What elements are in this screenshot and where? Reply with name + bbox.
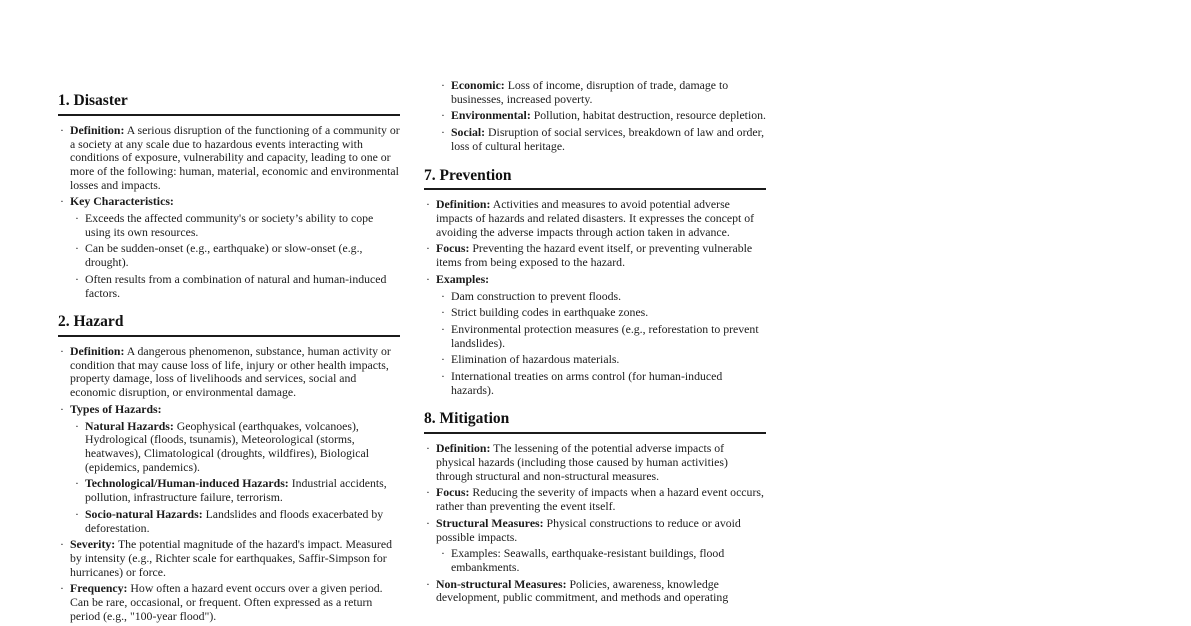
item-text: Disruption of social services, breakdown of law and order, loss of cultural heritage. bbox=[451, 125, 765, 153]
section-rule bbox=[424, 188, 766, 190]
document-section bbox=[424, 410, 766, 605]
list-item bbox=[436, 290, 766, 304]
section-rule bbox=[58, 114, 400, 116]
list-item bbox=[58, 403, 400, 535]
item-label: Severity: bbox=[70, 537, 116, 552]
list-item bbox=[424, 486, 766, 513]
list-item bbox=[58, 345, 400, 400]
list-item bbox=[436, 547, 766, 574]
item-text: Reducing the severity of impacts when a hazard event occurs, rather than preventing the event itself. bbox=[436, 485, 764, 514]
item-text: Landslides and floods exacerbated by deforestation. bbox=[85, 506, 384, 535]
bullet-list bbox=[58, 124, 400, 300]
section-heading: 8. Mitigation bbox=[424, 410, 510, 428]
item-label: Examples: bbox=[436, 271, 490, 286]
item-label: Definition: bbox=[436, 441, 491, 456]
item-text: Strict building codes in earthquake zones. bbox=[451, 305, 649, 320]
list-item bbox=[436, 353, 766, 367]
document-section bbox=[58, 92, 400, 300]
left-column bbox=[58, 92, 400, 626]
list-item bbox=[70, 420, 400, 475]
item-text: How often a hazard event occurs over a given period. Can be rare, occasional, or frequent. Often expressed as a return period (e.g., "100-year flood"). bbox=[70, 581, 383, 623]
section-rule bbox=[58, 335, 400, 337]
bullet-list bbox=[70, 212, 400, 300]
item-text: Preventing the hazard event itself, or preventing vulnerable items from being exposed to the hazard. bbox=[436, 241, 753, 270]
item-text: Activities and measures to avoid potential adverse impacts of hazards and related disasters. It expresses the concept of avoiding the adverse impacts through action taken in advance. bbox=[436, 197, 755, 239]
right-column bbox=[424, 79, 766, 608]
list-item bbox=[424, 517, 766, 575]
list-item bbox=[436, 323, 766, 350]
item-label: Socio-natural Hazards: bbox=[85, 506, 203, 521]
item-label: Social: bbox=[451, 125, 486, 140]
item-text: Examples: Seawalls, earthquake-resistant buildings, flood embankments. bbox=[451, 546, 725, 574]
item-text: Physical constructions to reduce or avoid possible impacts. bbox=[436, 515, 741, 544]
bullet-list bbox=[70, 420, 400, 536]
item-label: Focus: bbox=[436, 485, 470, 500]
list-item bbox=[58, 582, 400, 623]
item-label: Definition: bbox=[436, 197, 491, 212]
item-text: Exceeds the affected community's or society’s ability to cope using its own resources. bbox=[85, 211, 374, 239]
item-text: International treaties on arms control (for human-induced hazards). bbox=[451, 369, 723, 397]
item-text: Loss of income, disruption of trade, damage to businesses, increased poverty. bbox=[451, 78, 729, 106]
list-item bbox=[439, 109, 766, 123]
bullet-list bbox=[424, 198, 766, 397]
bullet-list bbox=[436, 290, 766, 398]
list-item bbox=[58, 195, 400, 300]
section-rule bbox=[424, 432, 766, 434]
item-text: Environmental protection measures (e.g., reforestation to prevent landslides). bbox=[451, 321, 759, 350]
item-label: Environmental: bbox=[451, 108, 531, 123]
item-label: Natural Hazards: bbox=[85, 418, 174, 433]
item-text: A serious disruption of the functioning of a community or a society at any scale due to hazardous events interacting with conditions of exposure, vulnerability and capacity, leading to one or more of the following: human, material, economic and environmental losses and impacts. bbox=[70, 122, 400, 192]
list-item bbox=[70, 273, 400, 300]
document-section bbox=[58, 313, 400, 623]
section-heading: 7. Prevention bbox=[424, 166, 512, 184]
item-text: Geophysical (earthquakes, volcanoes), Hydrological (floods, tsunamis), Meteorological (storms, heatwaves), Climatological (droughts, wildfires), Biological (epidemics, pandemics). bbox=[85, 418, 370, 474]
list-item bbox=[58, 538, 400, 579]
item-text: A dangerous phenomenon, substance, human activity or condition that may cause loss of life, injury or other health impacts, property damage, loss of livelihoods and services, social and economic disruption, or environmental damage. bbox=[70, 344, 391, 400]
item-text: Pollution, habitat destruction, resource depletion. bbox=[533, 108, 766, 123]
item-label: Focus: bbox=[436, 241, 470, 256]
list-item bbox=[424, 242, 766, 269]
item-label: Definition: bbox=[70, 344, 125, 359]
list-item bbox=[424, 578, 766, 605]
section-heading: 2. Hazard bbox=[58, 313, 124, 331]
document-section bbox=[424, 79, 766, 154]
bullet-list bbox=[58, 345, 400, 623]
item-text: Industrial accidents, pollution, infrastructure failure, terrorism. bbox=[85, 476, 387, 505]
list-item bbox=[70, 242, 400, 269]
item-label: Technological/Human-induced Hazards: bbox=[85, 476, 289, 491]
item-label: Frequency: bbox=[70, 581, 128, 596]
bullet-list bbox=[424, 442, 766, 605]
item-label: Non-structural Measures: bbox=[436, 576, 567, 591]
item-label: Definition: bbox=[70, 122, 125, 137]
item-text: The lessening of the potential adverse impacts of physical hazards (including those caused by human activities) through structural and non-structural measures. bbox=[436, 441, 728, 483]
bullet-list bbox=[436, 547, 766, 574]
item-text: Can be sudden-onset (e.g., earthquake) or slow-onset (e.g., drought). bbox=[85, 241, 363, 270]
list-item bbox=[70, 477, 400, 504]
list-item bbox=[58, 124, 400, 193]
item-label: Economic: bbox=[451, 78, 505, 92]
list-item bbox=[70, 508, 400, 535]
list-item bbox=[424, 273, 766, 398]
item-text: Dam construction to prevent floods. bbox=[451, 288, 622, 303]
item-text: The potential magnitude of the hazard's impact. Measured by intensity (e.g., Richter scale for earthquakes, Saffir-Simpson for hurricanes) or force. bbox=[70, 537, 392, 579]
item-label: Key Characteristics: bbox=[70, 194, 174, 209]
list-item bbox=[436, 370, 766, 397]
list-item bbox=[424, 198, 766, 239]
list-item bbox=[439, 126, 766, 153]
item-text: Elimination of hazardous materials. bbox=[451, 352, 620, 367]
item-text: Often results from a combination of natural and human-induced factors. bbox=[85, 271, 387, 300]
item-label: Structural Measures: bbox=[436, 515, 544, 530]
section-heading: 1. Disaster bbox=[58, 92, 128, 109]
list-item bbox=[70, 212, 400, 239]
list-item bbox=[424, 442, 766, 483]
bullet-list bbox=[439, 79, 766, 154]
item-text: Policies, awareness, knowledge development, public commitment, and methods and operating bbox=[436, 576, 729, 605]
list-item bbox=[436, 306, 766, 320]
document-section bbox=[424, 167, 766, 398]
list-item bbox=[439, 79, 766, 106]
item-label: Types of Hazards: bbox=[70, 401, 162, 416]
